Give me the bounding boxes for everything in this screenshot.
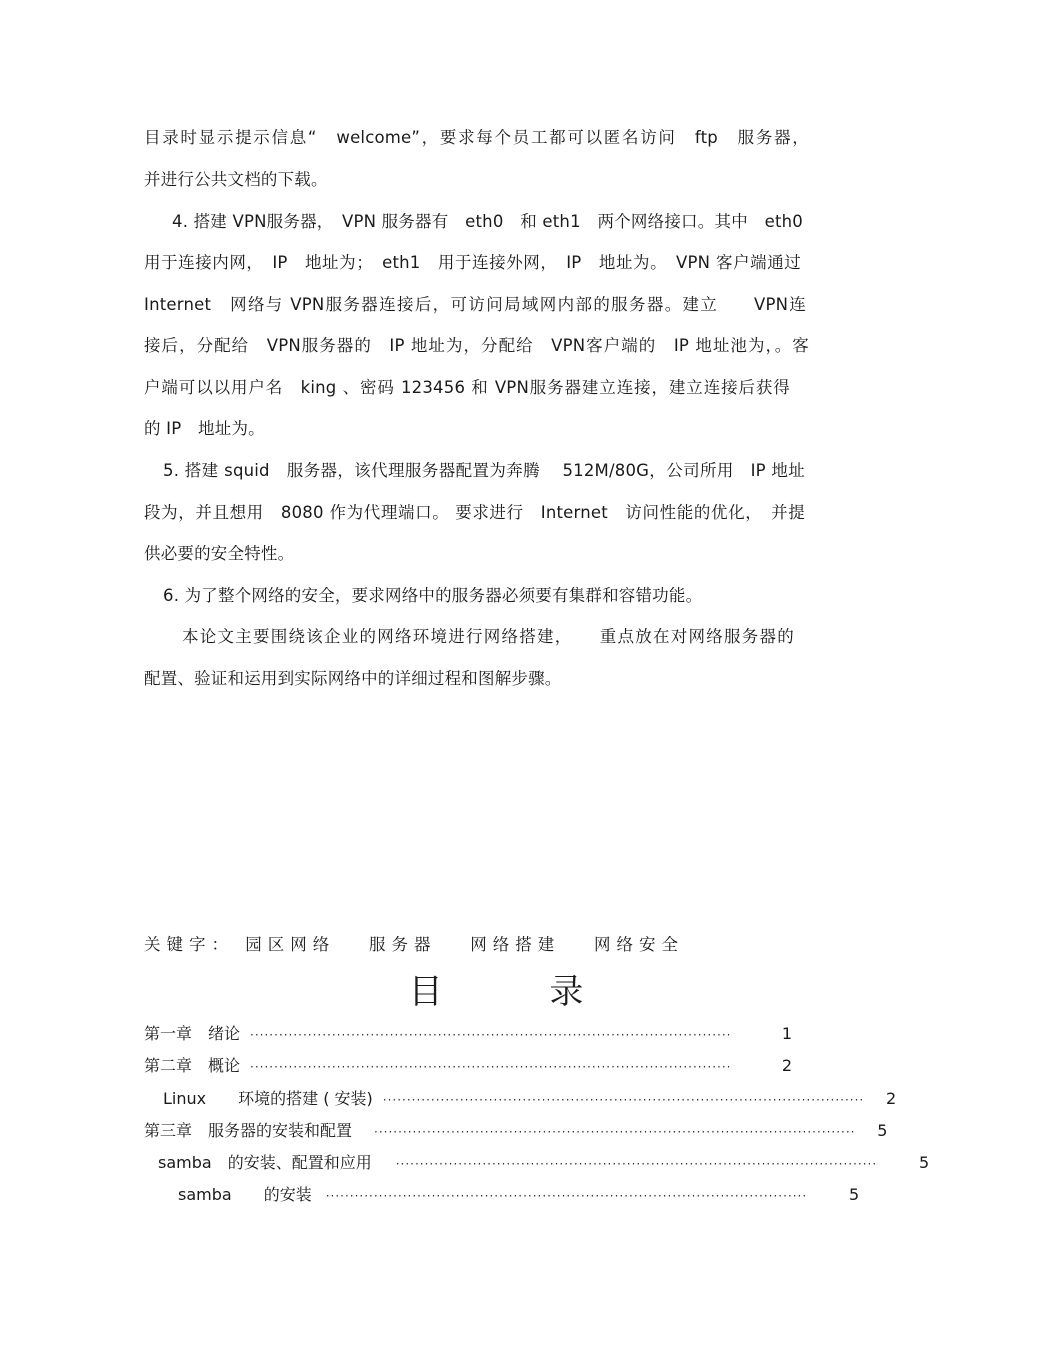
body-line-4: 用于连接内网， IP 地址为； eth1 用于连接外网， IP 地址为。 VPN 客户端通过 bbox=[144, 253, 801, 272]
body-line-3: 4. 搭建 VPN服务器， VPN 服务器有 eth0 和 eth1 两个网络接口。其中 eth0 bbox=[172, 212, 803, 231]
toc-entry-label: 第二章 概论 bbox=[144, 1056, 241, 1075]
toc-leader-dots: ···································································································· bbox=[325, 1189, 808, 1203]
body-line-13: 本论文主要围绕该企业的网络环境进行网络搭建， 重点放在对网络服务器的 bbox=[182, 627, 794, 646]
body-line-6: 接后，分配给 VPN服务器的 IP 地址为，分配给 VPN客户端的 IP 地址池为，。客 bbox=[144, 336, 809, 355]
toc-entry[interactable] bbox=[144, 1055, 792, 1078]
toc-title: 目 录 bbox=[408, 972, 632, 1012]
toc-entry-page: 2 bbox=[886, 1089, 897, 1108]
toc-leader-dots: ···································································································· bbox=[374, 1125, 856, 1139]
toc-entry-label: Linux 环境的搭建 ( 安装) bbox=[163, 1089, 373, 1108]
toc-entry-page: 1 bbox=[781, 1024, 792, 1043]
toc-entry[interactable] bbox=[144, 1023, 792, 1046]
toc-entry-label: 第一章 绪论 bbox=[144, 1024, 241, 1043]
body-line-8: 的 IP 地址为。 bbox=[144, 419, 265, 438]
toc-entry-label: 第三章 服务器的安装和配置 bbox=[144, 1121, 353, 1140]
toc-entry[interactable] bbox=[158, 1152, 930, 1175]
toc-entry-page: 5 bbox=[848, 1185, 860, 1204]
body-line-11: 供必要的安全特性。 bbox=[144, 544, 295, 563]
toc-entry-page: 5 bbox=[918, 1153, 930, 1172]
toc-leader-dots: ···································································································· bbox=[382, 1093, 865, 1107]
body-line-12: 6. 为了整个网络的安全，要求网络中的服务器必须要有集群和容错功能。 bbox=[163, 586, 703, 605]
body-line-14: 配置、验证和运用到实际网络中的详细过程和图解步骤。 bbox=[144, 669, 562, 688]
body-line-5: Internet 网络与 VPN服务器连接后，可访问局域网内部的服务器。建立 VPN连 bbox=[144, 295, 806, 314]
toc-entry-label: samba 的安装、配置和应用 bbox=[158, 1153, 372, 1172]
keywords-line: 关键字： 园区网络 服务器 网络搭建 网络安全 bbox=[144, 935, 684, 954]
body-line-9: 5. 搭建 squid 服务器，该代理服务器配置为奔腾 512M/80G，公司所用 IP 地址 bbox=[163, 461, 805, 480]
toc-entry-page: 5 bbox=[877, 1121, 888, 1140]
body-line-1: 目录时显示提示信息“ welcome”，要求每个员工都可以匿名访问 ftp 服务器， bbox=[144, 128, 809, 147]
body-line-2: 并进行公共文档的下载。 bbox=[144, 170, 328, 189]
body-line-10: 段为，并且想用 8080 作为代理端口。 要求进行 Internet 访问性能的优化， 并提 bbox=[144, 503, 805, 522]
toc-leader-dots: ···································································································· bbox=[250, 1060, 732, 1074]
body-line-7: 户端可以以用户名 king 、密码 123456 和 VPN服务器建立连接，建立连接后获得 bbox=[144, 378, 790, 397]
toc-entry-page: 2 bbox=[781, 1056, 792, 1075]
toc-entry[interactable] bbox=[144, 1120, 888, 1143]
toc-leader-dots: ···································································································· bbox=[250, 1028, 732, 1042]
toc-entry[interactable] bbox=[163, 1088, 897, 1111]
toc-entry[interactable] bbox=[178, 1184, 860, 1207]
toc-entry-label: samba 的安装 bbox=[178, 1185, 312, 1204]
toc-leader-dots: ···································································································· bbox=[395, 1157, 878, 1171]
